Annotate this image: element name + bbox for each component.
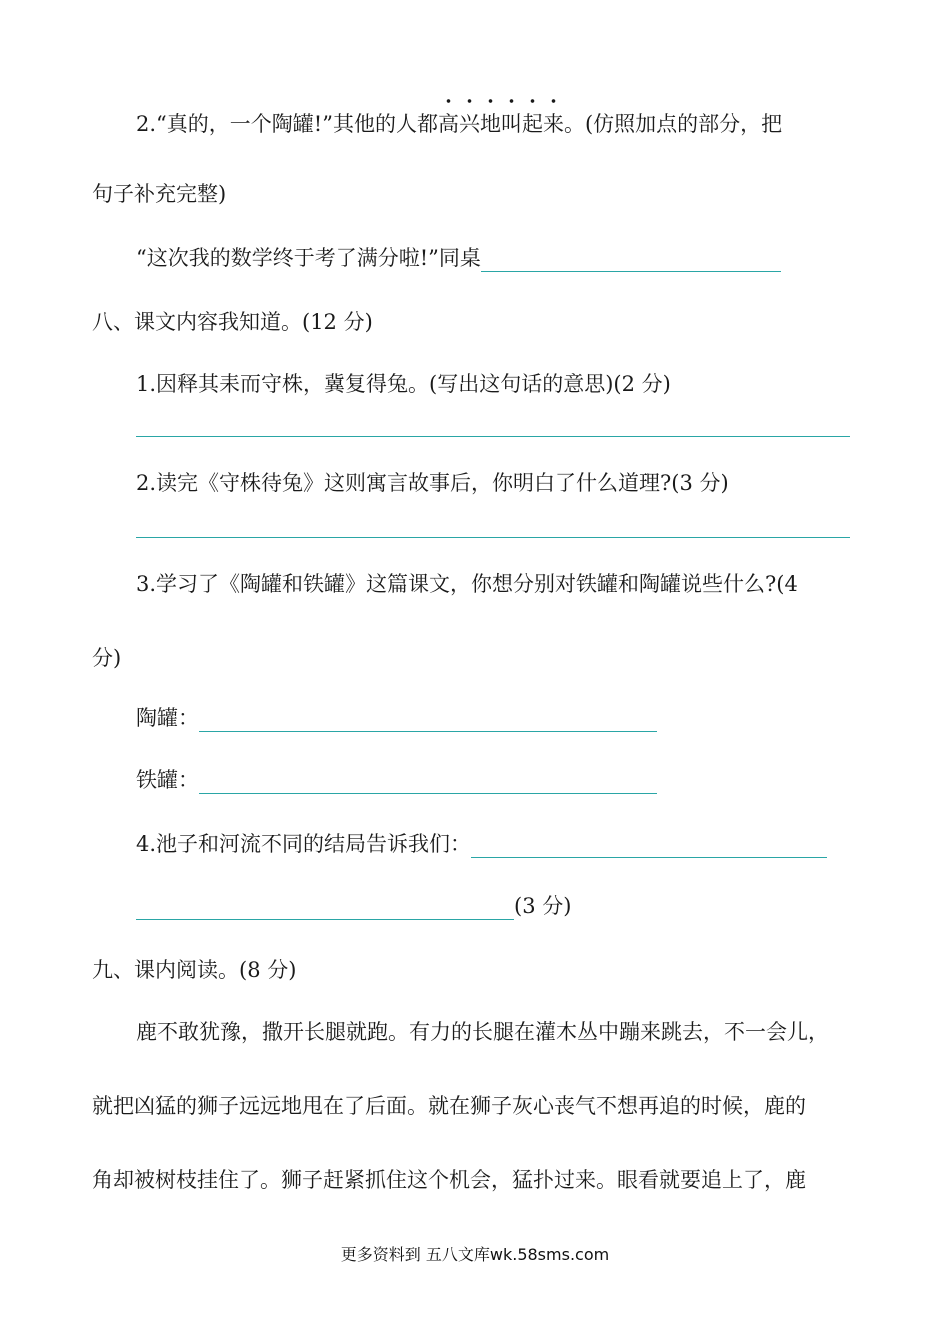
q9-heading: 九、课内阅读。(8 分) (92, 958, 297, 982)
q9-passage-line: 鹿不敢犹豫，撒开长腿就跑。有力的长腿在灌木丛中蹦来跳去，不一会儿， (136, 1020, 829, 1044)
q8-item3-line1: 3.学习了《陶罐和铁罐》这篇课文，你想分别对铁罐和陶罐说些什么?(4 (136, 572, 798, 596)
q8-taoguan-row (136, 704, 657, 732)
q8-item2: 2.读完《守株待兔》这则寓言故事后，你明白了什么道理?(3 分) (136, 471, 729, 495)
q8-item4-answer-line-a[interactable] (471, 833, 827, 858)
q9-passage-line: 就把凶猛的狮子远远地甩在了后面。就在狮子灰心丧气不想再追的时候，鹿的 (92, 1094, 806, 1118)
page-footer: 更多资料到 五八文库wk.58sms.com (340, 1245, 610, 1264)
q8-tieguan-row (136, 766, 657, 794)
q8-item1-answer-line[interactable] (136, 436, 850, 437)
q8-heading: 八、课文内容我知道。(12 分) (92, 310, 373, 334)
q8-item1: 1.因释其耒而守株，冀复得兔。(写出这句话的意思)(2 分) (136, 372, 671, 396)
q7-example-row (136, 244, 781, 272)
q8-tieguan-label: 铁罐： (136, 768, 199, 792)
q8-taoguan-answer-line[interactable] (199, 707, 657, 732)
q8-item4-score: (3 分) (514, 894, 572, 918)
q8-item4: 4.池子和河流不同的结局告诉我们： (136, 832, 472, 856)
q7-example-sentence: “这次我的数学终于考了满分啦!”同桌 (136, 246, 481, 270)
q7-item2-suffix: 。(仿照加点的部分，把 (563, 112, 783, 136)
q8-tieguan-answer-line[interactable] (199, 769, 657, 794)
q7-item2-line2: 句子补充完整) (92, 182, 227, 206)
q9-passage-line: 角却被树枝挂住了。狮子赶紧抓住这个机会，猛扑过来。眼看就要追上了，鹿 (92, 1168, 806, 1192)
q8-item2-answer-line[interactable] (136, 537, 850, 538)
q7-item2-dotted-phrase: 高兴地叫起来 (437, 112, 564, 136)
q8-item3-line2: 分) (92, 646, 122, 670)
q7-answer-blank[interactable] (481, 247, 781, 272)
q8-item4-row (136, 830, 827, 858)
q7-item2-line1 (136, 110, 782, 138)
q8-item4-answer-line-b[interactable] (136, 895, 514, 920)
q7-item2-prefix: 2.“真的，一个陶罐!”其他的人都 (136, 112, 438, 136)
q8-taoguan-label: 陶罐： (136, 706, 199, 730)
q8-item4-row2 (136, 892, 571, 920)
